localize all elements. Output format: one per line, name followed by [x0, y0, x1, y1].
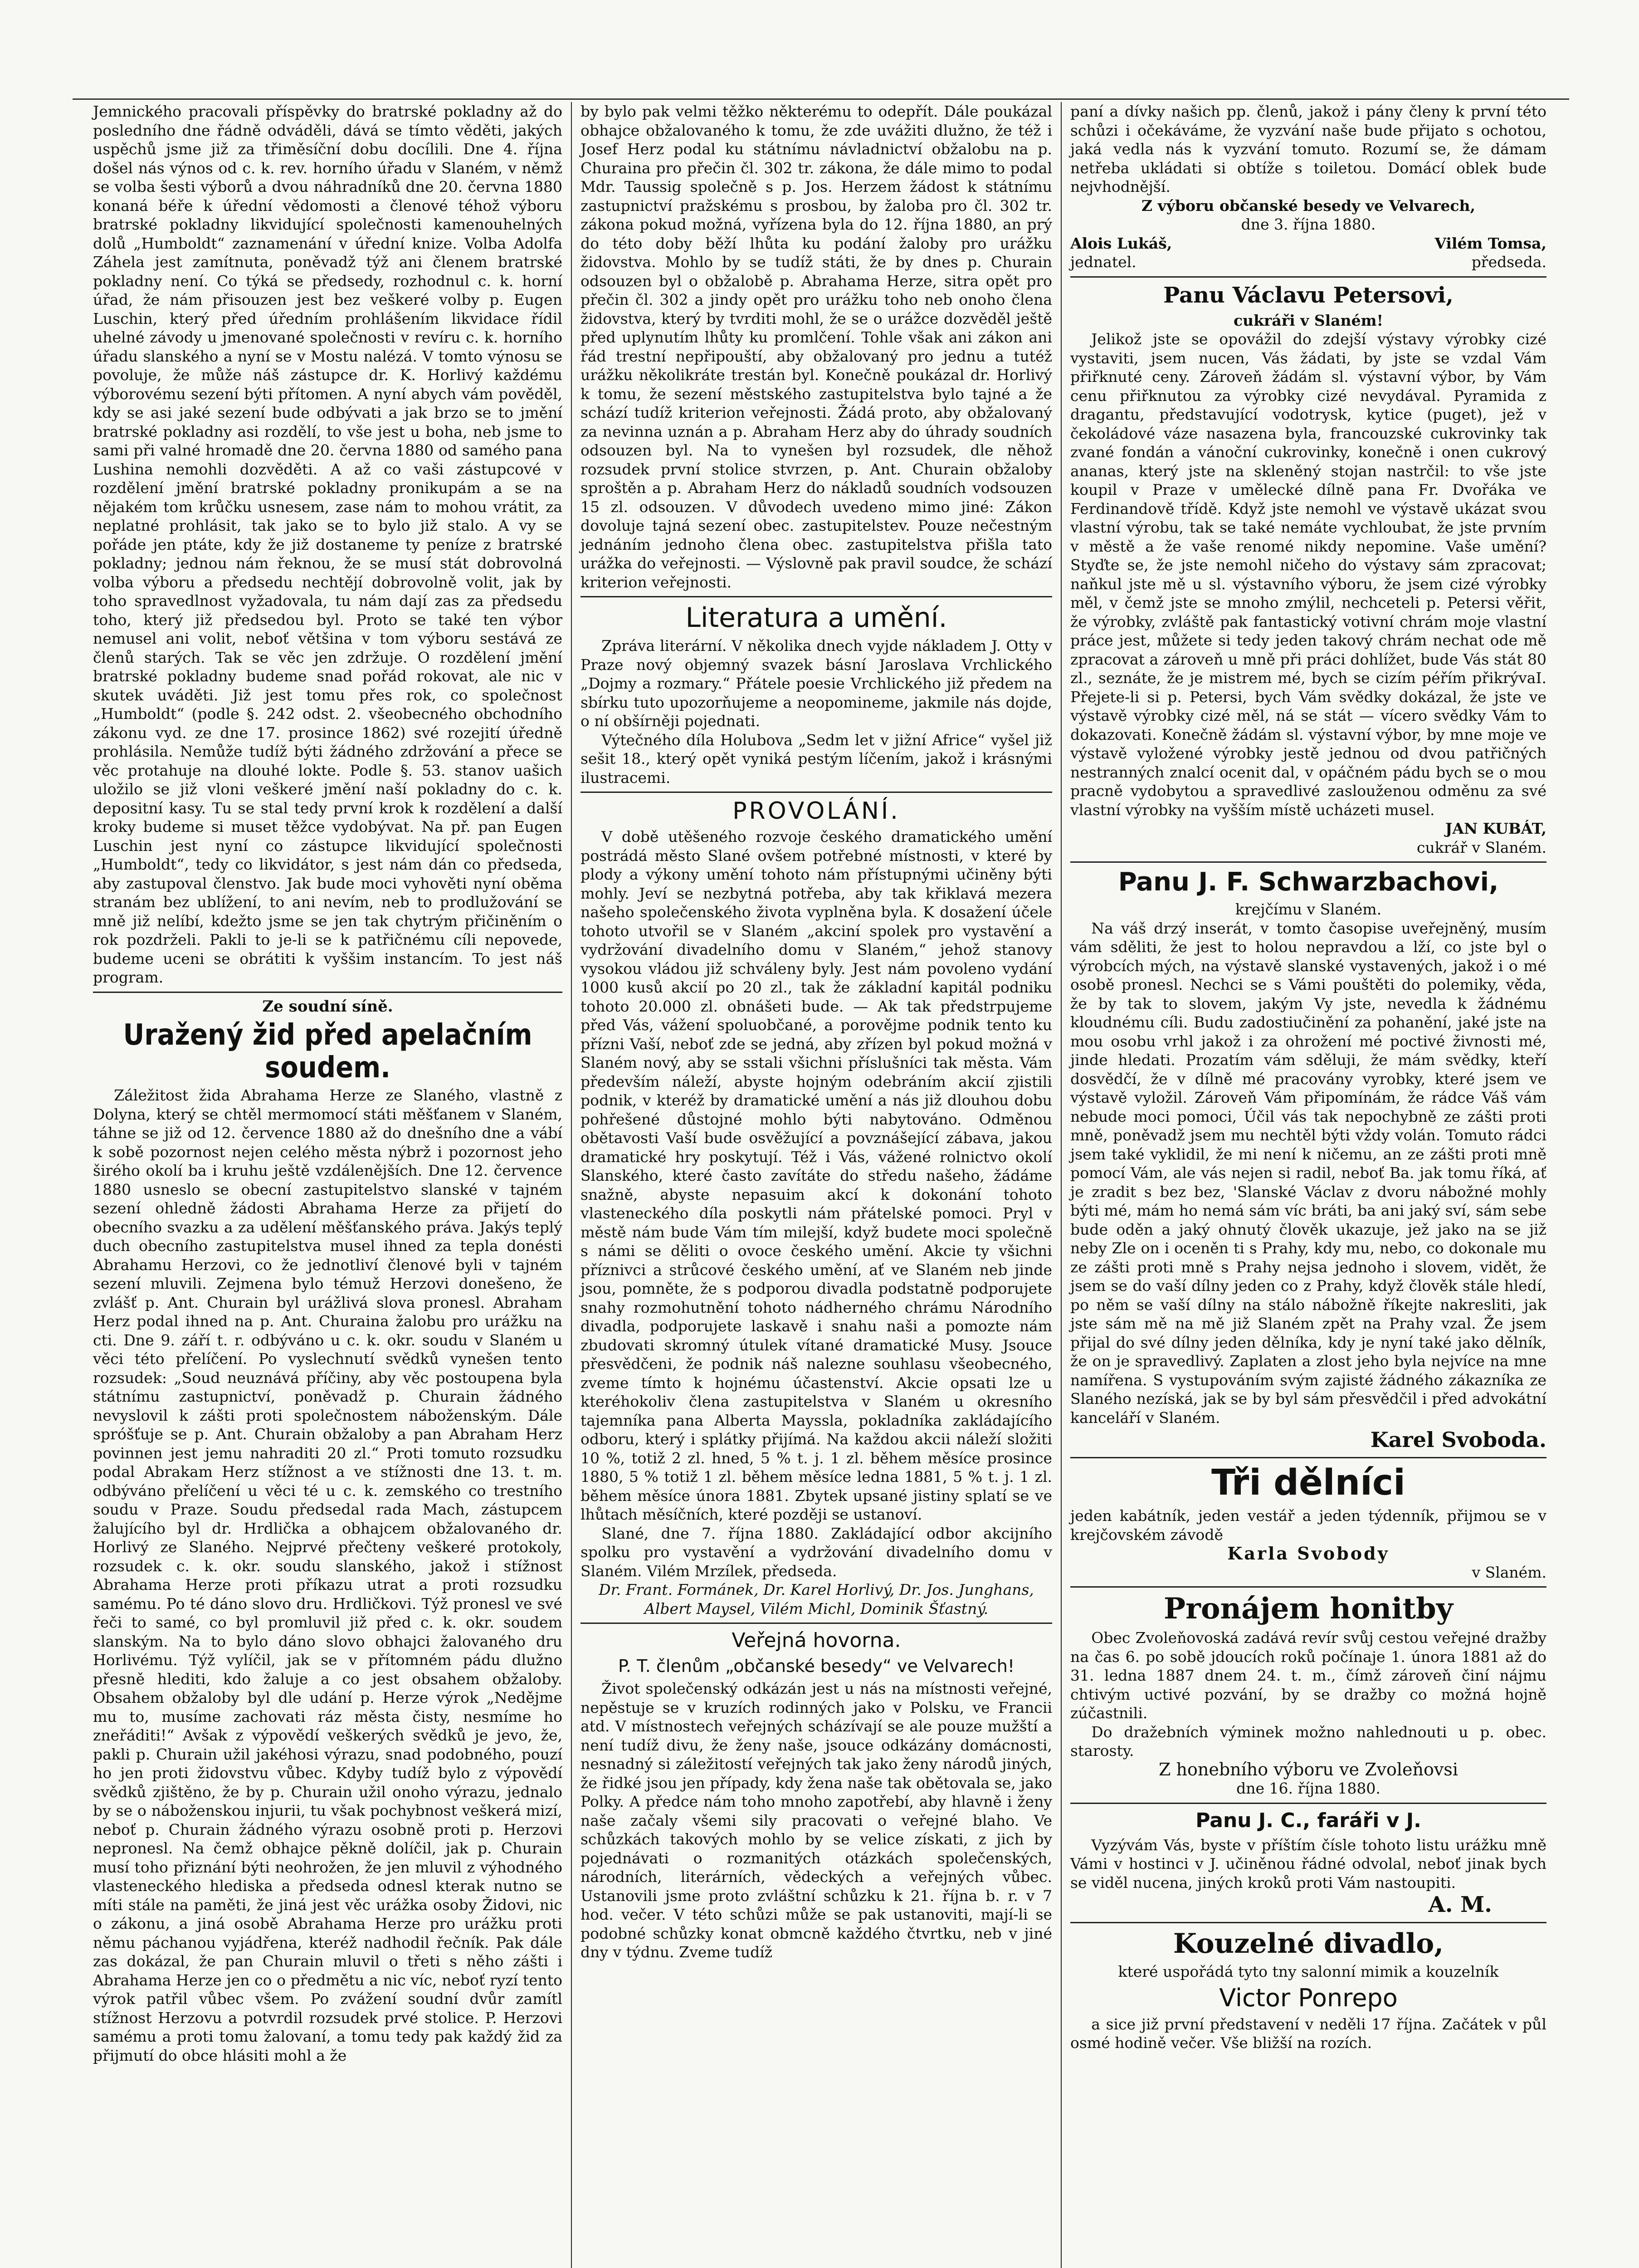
signature-left-role: jednatel.	[1070, 253, 1137, 271]
column-3	[1070, 102, 1546, 2053]
divider	[1070, 861, 1546, 863]
ad-magic-title: Kouzelné divadlo,	[1173, 1928, 1444, 1960]
court-article-title: Uražený žid před apelačním soudem.	[123, 1018, 532, 1085]
column-2	[580, 102, 1052, 1962]
signature-right: Vilém Tomsa,	[1434, 234, 1546, 252]
ad-petersi-subtitle: cukráři v Slaném!	[1234, 311, 1383, 329]
signature-left: Alois Lukáš,	[1070, 234, 1172, 252]
signature-right-role: předseda.	[1471, 253, 1546, 271]
newspaper-page	[93, 102, 1546, 2268]
ad-hunting-signature: Z honebního výboru ve Zvoleňovsi	[1159, 1759, 1458, 1779]
divider	[1070, 1922, 1546, 1923]
proclamation-body: V době utěšeného rozvoje českého dramatického umění postrádá město Slané ovšem potřebné místnosti, v které by plody a výkony umění tohoto nám přístupnými učiněny býti mohly. Jeví se nezbytná potřeba, aby tak křiklavá mezera našeho společenského života vyplněna byla. K dosažení účele tohoto utvořil se v Slaném „akciní spolek pro vystavění a vydržování divadelního domu v Slaném,“ jehož stanovy vysokou vládou již schváleny byly. Jest nám povoleno vydání 1000 kusů akcií po 20 zl., tak že základní kapitál podniku tohoto 20.000 zl. obnášeti bude. — Ak tak předstrpujeme před Vás, vážení spoluobčané, a porovějme podnik tento ku přízni Vaší, neboť zde se jedná, aby zřízen byl pokud možná v Slaném nový, aby se sstali všichni příslušníci tak města. Vám především náleží, abyste hojným odebráním akcií zjistili podnik, v kteréž by dramatické umění a nás již dlouhou dobu pohřešené důstojné mohlo býti nabytováno. Odměnou obětavosti Vaší bude osvěžující a povznášející zábava, jakou dramatické hry poskytují. Též i Vás, vážené rolnictvo okolí Slanského, které často zavítáte do středu našeho, žádáme snažně, abyste nepasuim akcí k dokonání tohoto vlasteneckého díla poskytli nám přátelské pomoci. Pryl v městě nám bude Vám tím milejší, když budete moci společně s námi se děliti o ovoce českého umění. Akcie ty všichni příznivci a strůcové českého umění, ať ve Slaném neb jinde jsou, pomněte, že s podporou divadla podstatně podporujete snahy rozmohutnění tohoto nádherného chrámu Národního divadla, podporujete laskavě i snahu naši a pomozte nám zbudovati skromný útulek vítané dramatické Musy. Jsouce přesvědčeni, že podnik náš nalezne souhlasu všeobecného, zveme tímto k hojnému účastenství. Akcie opsati lze u kteréhokoliv člena zastupitelstva v Slaném u okresního tajemníka pana Alberta Mayssla, pokladníka zakládajícího odboru, který i splátky přijímá. Na každou akcii náleží složiti 10 %, totiž 2 zl. hned, 5 % t. j. 1 zl. během měsíce prosince 1880, 5 % totiž 1 zl. během měsíce ledna 1881, 5 % t. j. 1 zl. během měsíce února 1881. Zbytek upsané jistiny splatí se ve lhůtach měsíčních, které později se ustanoví.	[580, 828, 1052, 1523]
ad-petersi-signature: JAN KUBÁT,	[1445, 820, 1546, 837]
divider	[1070, 276, 1546, 278]
ad-petersi-body: Jelikož jste se opovážil do zdejší výstavy výrobky cizé vystaviti, jsem nucen, Vás žádati, by jste se vzdal Vám přiřknuté ceny. Zároveň žádám sl. výstavní výbor, by Vám cenu přiřknutou za výrobky cizé nevydával. Pyramida z dragantu, představující vodotrysk, kytice (puget), jež v čekoládové váze nasazena byla, francouzské cukrovinky tak zvané fondán a vánoční cukrovinky, konečně i onen cukrový ananas, který jste na skleněný stojan nastrčil: to vše jste koupil v Praze v umělecké dílně pana Fr. Dvořáka ve Ferdinandově třídě. Když jste nemohl ve výstavě ukázat svou vlastní výrobu, tak se také nemáte vychloubat, že jste prvním v městě a že vaše renomé nikdy nepomine. Vaše umění? Styďte se, že jste nemohl ničeho do výstavy sám zpracovat; naňkul jste mě u sl. výstavního výboru, že jsem cizé výrobky měl, v čemž jste se mnoho zmýlil, nechceteli p. Petersi věřit, že výrobky, zvláště pak fantastický votivní chrám moje vlastní práce jest, můžete si tedy jeden takový chrám nechat ode mě zpracovat a zároveň u mně při práci dohlížet, bude Vás stát 80 zl., seznáte, že je mistrem mé, bych se cizím péřím přikrývaI. Přejete-li si p. Petersi, bych Vám svědky dokázal, že jste ve výstavě výrobky cizé měl, ná se stát — vícero svědky Vám to dokazovati. Konečně žádám sl. výstavní výbor, by mne moje ve výstavě vyložené výrobky jestě jednou od dvou patřičných nestranných znalcí ocenit dal, v opáčném pádu bych se o mou pracně vydobytou a spravedlivé zaslouženou odměnu za své vlastní výrobky na vyšším místě ucházeti musel.	[1070, 330, 1546, 819]
ad-priest-title: Panu J. C., faráři v J.	[1195, 1809, 1421, 1832]
divider	[580, 792, 1052, 793]
divider	[1070, 1457, 1546, 1458]
court-section-heading: Ze soudní síně.	[262, 997, 393, 1016]
ad-hunting-title: Pronájem honitby	[1164, 1592, 1453, 1626]
signature-role-row	[1070, 253, 1546, 272]
ad-workers-title: Tři dělníci	[1211, 1462, 1405, 1503]
proclamation-date: Slané, dne 7. října 1880. Zakládající odbor akcijního spolku pro vystavění a vydržování divadelního domu v Slaném. Vilém Mrzílek, předseda.	[580, 1524, 1052, 1580]
ad-petersi-title: Panu Václavu Petersovi,	[1163, 282, 1454, 308]
column-rule-2	[1061, 102, 1062, 2268]
divider	[1070, 1586, 1546, 1588]
public-forum-heading: Veřejná hovorna.	[732, 1629, 901, 1652]
miners-article: Jemnického pracovali příspěvky do bratrské pokladny až do posledního dne řádně odváděli, dává se tímto věděti, jakých uspěchů jsme již za třiměsíční dobu docílili. Dne 4. října došel nás výnos od c. k. rev. horního úřadu v Slaném, v němž se volba šesti výborů a dvou náhradníků dne 20. června 1880 konaná béře k úřední vědomosti a členové téhož výboru bratrské pokladny likvidující společnosti kamenouhelných dolů „Humboldt“ zaznamenání v úřední knize. Volba Adolfa Záhela jest zamítnuta, poněvadž týž ani členem bratrské pokladny není. Co týká se předsedy, rozhodnul c. k. horní úřad, že nám přisouzen jest bez veškeré volby p. Eugen Luschin, který před úředním prohlášením likvidace řídil uhelné závody u jmenované společnosti v revíru c. k. horního úřadu slanského a nyní se v Mostu nalézá. V tomto výnosu se povoluje, že může náš zástupce dr. K. Horlivý každému výborovému sezení býti přítomen. A nyní abych vám pověděl, kdy se asi jaké sezení bude odbývati a jak brzo se to jmění bratrské pokladny asi rozdělí, to vše jest u boha, neb jsme to sami při valné hromadě dne 20. června 1880 od samého pana Lushina nemohli dozvěděti. A až co vaši zástupcové v rozdělení jmění bratrské pokladny pronikupám a se na nějakém tom krůčku usnesem, zase nám to mohou vrátit, za neplatné prohlásit, tak jako se to bylo již stalo. A vy se pořáde jen ptáte, kdy že již dostaneme ty peníze z bratrské pokladny; jednou nám řeknou, že se musí stát dobrovolná volba výboru a předsedu nechtějí dobrovolně volit, jak by toho spravedlnost vyžadovala, tu nám dají zas za předsedu toho, který již předsedou byl. Proto se také ten výbor nemusel ani volit, neboť většina v tom výboru sestává ze členů starých. Tak se věc jen zdržuje. O rozdělení jmění bratrské pokladny budeme snad pořád rokovat, ale nic v skutek uváděti. Již jest tomu přes rok, co společnost „Humboldt“ (podle §. 242 odst. 2. všeobecného obchodního zákonu vyd. ze dne 17. prosince 1862) své rozejití úředně prohlásila. Nemůže tudíž býti žádného zdržování a přece se věc protahuje na dlouhé lokte. Podle §. 53. stanov uašich uložilo se již vloni veškeré jmění naší pokladny do c. k. depositní kasy. Tu se stal tedy první krok k rozdělení a další kroky budeme si muset těžce vydobývat. Na př. pan Eugen Luschin jest nyní co zástupce likvidující společnosti „Humboldt“, tedy co likvidátor, s jest nám dán co předseda, aby zastupoval členstvo. Jak bude moci vyhověti nyní oběma stranám bez ublížení, to ani nevím, neb to prodlužování se mně již nelíbí, kdežto jsme se jen tak chytrým přičiněním o rok pozdrželi. Pakli to je-li se k patřičnému cíli nepovede, budeme uceni se obrátiti k vyššim instancím. To jest náš program.	[93, 103, 562, 986]
court-article-body: Záležitost žida Abrahama Herze ze Slaného, vlastně z Dolyna, který se chtěl mermomocí státi měšťanem v Slaném, táhne se již od 12. července 1880 až do dnešního dne a vábí k sobě pozornost nejen celého města nýbrž i pozornost jeho širého okolí ba i kruhu ještě vzdálenějších. Dne 12. července 1880 usneslo se obecní zastupitelstvo slanské v tajném sezení ohledně žádosti Abrahama Herze za přijetí do obecního svazku a za udělení měšťanského práva. Jakýs teplý duch obecního zastupitelstva musel ihned za tepla donésti Abrahamu Herzovi, co že jednotliví členové byli v tajném sezení mluvili. Zejmena bylo témuž Herzovi donešeno, že zvlášť p. Ant. Churain byl urážlivá slova pronesl. Abraham Herz podal ihned na p. Ant. Churaina žalobu pro urážku na cti. Dne 9. září t. r. odbýváno u c. k. okr. soudu v Slaném u věci této přelíčení. Po vyslechnutí svědků vynešen tento rozsudek: „Soud neuznává příčiny, aby věc postoupena byla státnímu zastupnictví, poněvadž p. Churain žádného nevyslovil k zášti proti společnostem náboženským. Dále spróšťuje se p. Ant. Churain obžaloby a pan Abraham Herz povinnen jest jemu nahraditi 20 zl.“ Proti tomuto rozsudku podal Abrakam Herz stížnost a ve stížnosti dne 13. t. m. odbýváno přelíčení u věci té u c. k. zemského co trestního soudu v Praze. Soudu předsedal rada Mach, zástupcem žalujícího byl dr. Hrdlička a obhajcem obžalovaného dr. Horlivý ze Slaného. Nejprvé přečteny veškeré protokoly, rozsudek c. k. okr. soudu slanského, jakož i stížnost Abrahama Herze proti příkazu utrat a proti rozsudku samému. Po té dáno slovo dru. Hrdličkovi. Týž pronesl ve své řeči to samé, co byl promluvil již před c. k. okr. soudem slanským. Na to bylo dáno slovo obhajci žalovaného dru Horlivému. Týž vylíčil, jak se v přítomném pádu dlužno přesně hlediti, kdo žaluje a co jest obsahem obžaloby. Obsahem obžaloby byl dle udání p. Herze výrok „Nedějme mu to, musíme zachovati ráz města čisty, nesmíme ho zneřáditi!“ Avšak z výpovědí veškerých svědků je jevo, že, pakli p. Churain užil jakéhosi výrazu, snad podobného, pouzí ho jen proti židovstvu vůbec. Kdyby tudíž bylo z výpovědí svědků zjištěno, že by p. Churain užil onoho výrazu, jednalo by se o náboženskou injurii, tu však pochybnost veškerá mizí, neboť p. Churain žádného výrazu osobně proti p. Herzovi nepronesl. Na čemž obhajce pěkně dolíčil, jak p. Churain musí toho přiznání býti neohrožen, že jen mluvil z výhodného vlasteneckého hlediska a předseda odnesl kterak nutno se míti stále na paměti, že jiná jest věc urážka osoby Židovi, nic o zákonu, a jiná osobě Abrahama Herze pro urážku proti němu páchanou vyjádřena, kteréž nadhodil řečník. Pak dále zas dokázal, že pan Churain mluvil o třeti s něho zášti i Abrahama Herze jen co o předmětu a nic víc, neboť ryzí tento výrok patřil vůbec všem. Po zvážení soudní dvůr zamítl stížnost Herzovu a potvrdil rozsudek prvé stolice. P. Herzovi samému a proti tomu žalovaní, a tomu tedy pak každý žid za přijmutí do obce hlásiti mohl a že	[93, 1086, 562, 2064]
ad-hunting-body: Obec Zvoleňovoská zadává revír svůj cestou veřejné dražby na čas 6. po sobě jdoucích roků počínaje 1. února 1881 až do 31. ledna 1887 dnem 24. t. m., čímž zároveň činí nájmu chtivým uctivé pozvání, by se dražby co možná hojně zúčastnili.	[1070, 1629, 1546, 1722]
divider	[93, 992, 562, 993]
public-forum-date: dne 3. října 1880.	[1241, 215, 1376, 233]
ad-schwarzbach-body: Na váš drzý inserát, v tomto časopise uveřejněný, musím vám sděliti, že jest to holou nepravdou a lží, co jste byl o výrobcích mých, na výstavě slanské vystavených, jakož i o mé osobě pronesl. Nechci se s Vámi pouštěti do polemiky, věda, že by tak to slovem, jakým Vy jste, nevedla k žádnému kloudnému cíli. Budu zadostiučinění za pohanění, jaké jste na mou osobu vrhl jakož i za ohrožení mé poctivé živnosti mé, jinde hledati. Prozatím vám sděluji, že mám svědky, kteří dosvědčí, že v dílně mé pracovány vyrobky, které jsem ve výstavě vyložil. Zároveň Vám připomínám, že rádce Váš vám nebude moci pomoci, Účil vás tak nepochybně ze zášti proti mně, poněvadž jsem mu nechtěl býti vždy volán. Tomuto rádci jsem také vyklidil, že mi není k ničemu, an ze zášti proti mně pomocí Vám, ale vás nejen si radil, neboť Ba. jak tomu říká, ať je zradit s bez bez, 'Slanské Václav z dvoru nábožné mohly býti mé, mám ho nemá sám víc bráti, ba ani jaký sví, sám sebe bude oděn a jaký ohnutý člověk ukazuje, jež jako na se již neby Zle on i oceněn ti s Prahy, kdy mu, nebo, co dokonale mu ze zášti proti mně s Prahy nejsa jednoho i slovem, vidět, že jsem se do vaší dílny jeden co z Prahy, když člověk stále hledí, po něm se vaší dílny na stálo nábožně říkejte nakresliti, jak jste sám mě na mě již Slaném zpět na Prahy vzal. Že jsem přijal do své dílny jeden dělníka, kdy je nyní také jako dělník, že on je spravedlivý. Zaplaten a zlost jeho byla nejvíce na mne namířena. S vystupováním svým zajisté žádného zákazníka ze Slaného nezíská, jak se by byl sám přesvědčil i před advokátní kanceláří v Slaném.	[1070, 919, 1546, 1427]
signature-row	[1070, 234, 1546, 253]
ad-priest-body: Vyzývám Vás, byste v příštím čísle tohoto listu urážku mně Vámi v hostinci v J. učiněnou řádné odvolal, neboť jinak bych se viděl nucena, jiných kroků proti Vám nastoupiti.	[1070, 1836, 1546, 1892]
column-rule-1	[571, 102, 572, 2268]
proclamation-signatories: Dr. Frant. Formánek, Dr. Karel Horlivý, Dr. Jos. Junghans, Albert Maysel, Vilém Michl, Dominik Šťastný.	[599, 1581, 1034, 1618]
literature-item-1: Zpráva literární. V několika dnech vyjde nákladem J. Otty v Praze nový objemný svazek básní Jaroslava Vrchlického „Dojmy a rozmary.“ Přátele poesie Vrchlického již předem na sbírku tuto upozorňujeme a neopomineme, jakmile nás dojde, o ní obšírněji pojednati.	[580, 637, 1052, 730]
ad-petersi-signature-role: cukrář v Slaném.	[1417, 838, 1546, 856]
divider	[580, 596, 1052, 597]
ad-hunting-body-2: Do dražebních výminek možno nahlednouti u p. obec. starosty.	[1070, 1723, 1546, 1760]
ad-workers-name: Karla Svobody	[1227, 1543, 1390, 1564]
top-rule	[73, 98, 1569, 100]
ad-schwarzbach-subtitle: krejčímu v Slaném.	[1235, 900, 1382, 918]
ad-magic-name: Victor Ponrepo	[1219, 1983, 1398, 2012]
ad-hunting-date: dne 16. října 1880.	[1236, 1779, 1380, 1797]
ad-workers-place: v Slaném.	[1472, 1563, 1546, 1581]
public-forum-org: Z výboru občanské besedy ve Velvarech,	[1141, 196, 1476, 215]
ad-priest-signature: A. M.	[1428, 1892, 1492, 1917]
court-article-continued: by bylo pak velmi těžko některému to odepřít. Dále poukázal obhajce obžalovaného k tomu, že zde uvážiti dlužno, že též i Josef Herz podal ku státnímu návladnictví obžalobu na p. Churaina pro přečin čl. 302 tr. zákona, že dále mimo to podal Mdr. Taussig společně s p. Jos. Herzem žádost k státnímu zastupnictví pražskému s prosbou, by žaloba pro čl. 302 tr. zákona pokud možná, vyřízena byla do 12. října 1880, an prý do této doby běží lhůta ku podání žaloby pro urážku židovstva. Mohlo by se tudíž státi, že by dnes p. Churain odsouzen byl o obžalobě p. Abrahama Herze, sitra opět pro přečin čl. 302 a jindy opět pro urážku toho neb onoho člena židovstva, který by tvrditi mohl, že se o urážce dozvěděl ještě před uplynutím lhůty ku promlčení. Tohle však ani zákon ani řád trestní nepřipouští, aby obžalovaný pro jednu a tutéž urážku několikráte trestán byl. Konečně poukázal dr. Horlivý k tomu, že sezení městského zastupitelstva bylo tajné a že schází tudíž kriterion veřejnosti. Žádá proto, aby obžalovaný za nevinna uznán a p. Abraham Herz aby do úhrady soudních odsouzen byl. Na to vynešen byl rozsudek, dle něhož rozsudek první stolice stvrzen, p. Ant. Churain obžaloby sproštěn a p. Abraham Herz do nákladů soudních vodsouzen 15 zl. odsouzen. V důvodech uvedeno mimo jiné: Zákon dovoluje tajná sezení obec. zastupitelstev. Pouze nečestným jednáním jednoho člena obec. zastupitelstva přišla tato urážka do veřejnosti. — Výslovně pak pravil soudce, že schází kriterion veřejnosti.	[580, 103, 1052, 591]
divider	[1070, 1803, 1546, 1804]
ad-schwarzbach-title: Panu J. F. Schwarzbachovi,	[1118, 867, 1499, 897]
divider	[580, 1623, 1052, 1624]
proclamation-heading: PROVOLÁNÍ.	[732, 797, 900, 825]
public-forum-continued: paní a dívky našich pp. členů, jakož i pány členy k první této schůzi i očekáváme, že vyzvání naše bude přijato s ochotou, jaká vedla nás k vyzvání tomuto. Rozumí se, že dámam netřeba ukládati si obtíže s toiletou. Domácí oblek bude nejvhodnější.	[1070, 103, 1546, 196]
ad-workers-body: jeden kabátník, jeden vestář a jeden týdenník, přijmou se v krejčovském závodě	[1070, 1507, 1546, 1544]
public-forum-body: Život společenský odkázán jest u nás na místnosti veřejné, nepěstuje se v kruzích rodinných jako v Polsku, ve Francii atd. V místnostech veřejných scházívají se ale pouze mužští a není tudíž divu, že ženy naše, jsouce odkázány domácnosti, nesnadný si záležitostí veřejných tak jako ženy národů jiných, že řidké jsou jen případy, kdy žena naše tak obětovala se, jako Polky. A předce nám toho mnoho zapotřebí, aby hlavně i ženy naše začaly všemi sily pracovati o veřejné blaho. Ve schůzkách takových mohlo by se velice získati, z jich by pojednávati o rozmanitých otázkách společenských, národních, literárních, vědeckých a veřejných vůbec. Ustanovili jsme proto zvláštní schůzku k 21. října b. r. v 7 hod. večer. V této schůzi může se pak ustanoviti, mají-li se podobné schůzky konat obmcně každého čtvrtku, neb v jiné dny v týdnu. Zveme tudíž	[580, 1680, 1052, 1961]
public-forum-subheading: P. T. členům „občanské besedy“ ve Velvarech!	[618, 1656, 1015, 1676]
ad-magic-body: které uspořádá tyto tny salonní mimik a kouzelník	[1118, 1963, 1499, 1980]
ad-schwarzbach-signature: Karel Svoboda.	[1370, 1427, 1546, 1452]
literature-heading: Literatura a umění.	[685, 602, 947, 634]
column-1	[93, 102, 562, 2065]
literature-item-2: Výtečného díla Holubova „Sedm let v jižní Africe“ vyšel již sešit 18., který opět vyniká pestým líčením, jakož i krásnými ilustracemi.	[580, 731, 1052, 787]
ad-magic-body-2: a sice již první představení v neděli 17 října. Začátek v půl osmé hodině večer. Vše bližší na rozích.	[1070, 2015, 1546, 2052]
